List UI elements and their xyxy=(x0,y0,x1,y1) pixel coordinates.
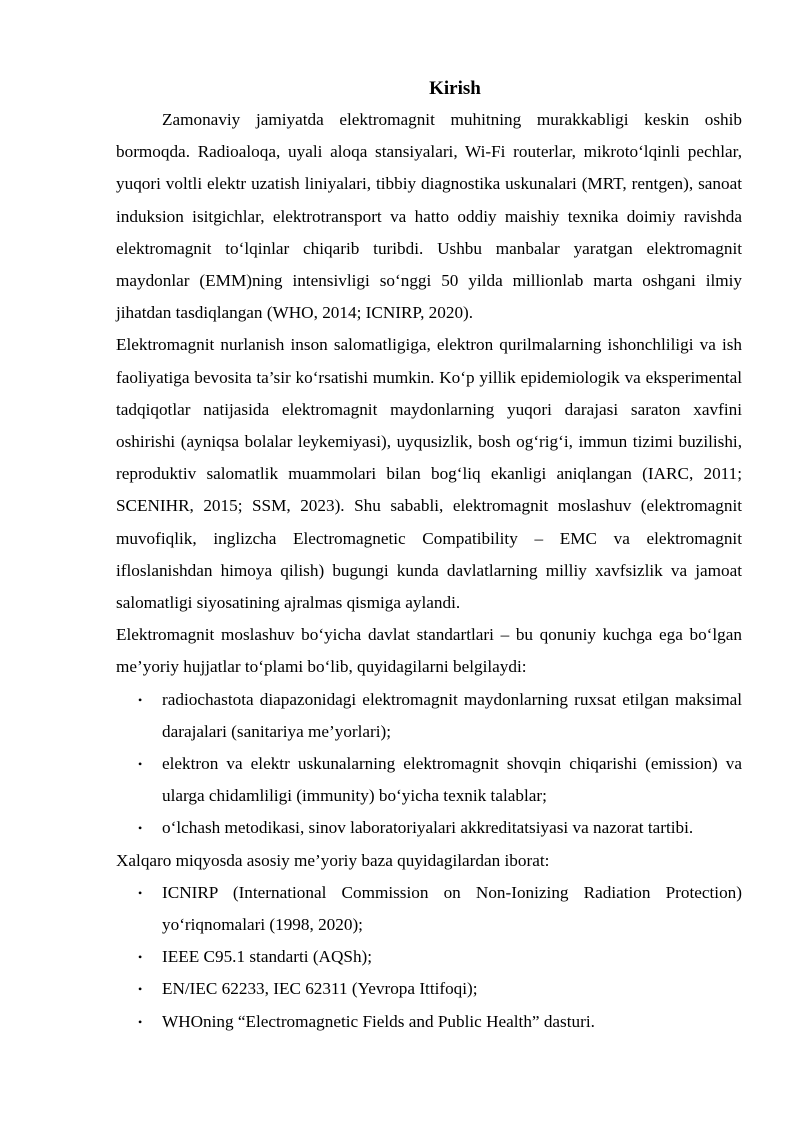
paragraph-intro: Zamonaviy jamiyatda elektromagnit muhitning murakkabligi keskin oshib bormoqda. Radioaloqa, uyali aloqa stansiyalari, Wi-Fi routerlar, mikroto‘lqinli pechlar, yuqori voltli elektr uzatish liniyalari, tibbiy diagnostika uskunalari (MRT, rentgen), sanoat induksion isitgichlar, elektrotransport va hatto oddiy maishiy texnika doimiy ravishda elektromagnit to‘lqinlar chiqarib turibdi. Ushbu manbalar yaratgan elektromagnit maydonlar (EMM)ning intensivligi so‘nggi 50 yilda millionlab marta oshgani ilmiy jihatdan tasdiqlangan (WHO, 2014; ICNIRP, 2020). xyxy=(116,110,742,323)
list-item-text: IEEE C95.1 standarti (AQSh); xyxy=(162,947,373,967)
list-item-text: WHOning “Electromagnetic Fields and Public Health” dasturi. xyxy=(162,1011,595,1031)
bullet-icon: • xyxy=(138,982,143,997)
list-item-text: ICNIRP (International Commission on Non-Ionizing Radiation Protection) yo‘riqnomalari (1998, 2020); xyxy=(162,882,742,935)
bullet-icon: • xyxy=(138,757,143,772)
list-item xyxy=(116,1006,742,1038)
standards-scope-list xyxy=(116,684,742,845)
list-item-text: o‘lchash metodikasi, sinov laboratoriyalari akkreditatsiyasi va nazorat tartibi. xyxy=(162,818,694,838)
paragraph-health-effects: Elektromagnit nurlanish inson salomatligiga, elektron qurilmalarning ishonchliligi va ish faoliyatiga bevosita ta’sir ko‘rsatishi mumkin. Ko‘p yillik epidemiologik va eksperimental tadqiqotlar natijasida elektromagnit maydonlarning yuqori darajasi saraton xavfini oshirishi (ayniqsa bolalar leykemiyasi), uyqusizlik, bosh og‘rig‘i, immun tizimi buzilishi, reproduktiv salomatlik muammolari bilan bog‘liq ekanligi aniqlangan (IARC, 2011; SCENIHR, 2015; SSM, 2023). Shu sababli, elektromagnit moslashuv (elektromagnit muvofiqlik, inglizcha Electromagnetic Compatibility – EMC va elektromagnit ifloslanishdan himoya qilish) bugungi kunda davlatlarning milliy xavfsizlik va jamoat salomatligi siyosatining ajralmas qismiga aylandi. xyxy=(116,335,742,613)
list-item-text: elektron va elektr uskunalarning elektromagnit shovqin chiqarishi (emission) va ularga chidamliligi (immunity) bo‘yicha texnik talablar; xyxy=(162,754,742,806)
list-item xyxy=(116,812,742,844)
page-title: Kirish xyxy=(429,78,481,99)
bullet-icon: • xyxy=(138,1014,143,1029)
bullet-icon: • xyxy=(138,692,143,707)
bullet-icon: • xyxy=(138,950,143,965)
list-item xyxy=(116,684,742,748)
paragraph-international-base: Xalqaro miqyosda asosiy me’yoriy baza quyidagilardan iborat: xyxy=(116,850,550,870)
list-item-text: EN/IEC 62233, IEC 62311 (Yevropa Ittifoqi); xyxy=(162,979,478,999)
list-item xyxy=(116,877,742,941)
list-item xyxy=(116,748,742,812)
international-standards-list xyxy=(116,877,742,1038)
list-item xyxy=(116,941,742,973)
paragraph-standards-definition: Elektromagnit moslashuv bo‘yicha davlat standartlari – bu qonuniy kuchga ega bo‘lgan me’yoriy hujjatlar to‘plami bo‘lib, quyidagilarni belgilaydi: xyxy=(116,625,742,677)
list-item xyxy=(116,973,742,1005)
list-item-text: radiochastota diapazonidagi elektromagnit maydonlarning ruxsat etilgan maksimal darajalari (sanitariya me’yorlari); xyxy=(162,689,742,741)
bullet-icon: • xyxy=(138,885,143,900)
bullet-icon: • xyxy=(138,821,143,836)
